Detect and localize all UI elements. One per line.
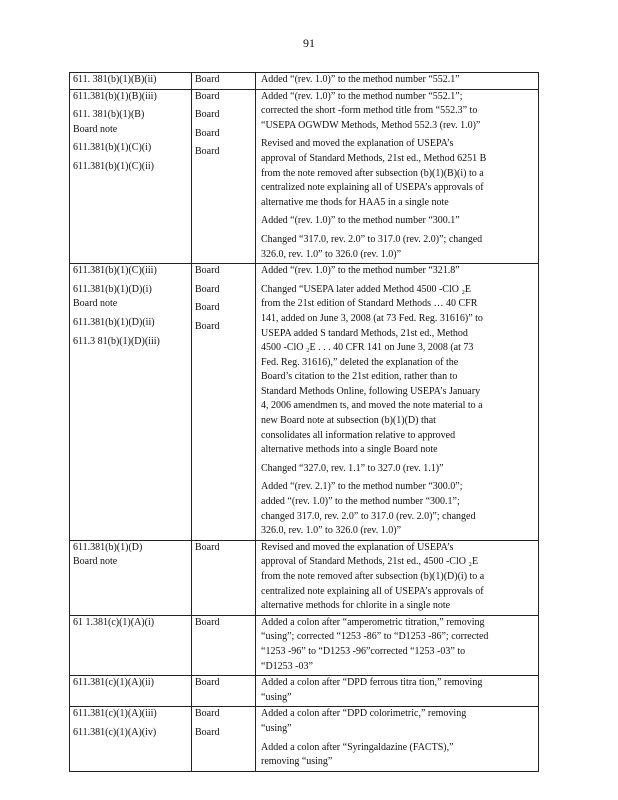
source-cell — [192, 615, 256, 675]
change-description: Added a colon after “DPD colorimetric,” removing “using” — [261, 708, 467, 734]
change-description: Added “(rev. 1.0)” to the method number “300.1” — [261, 215, 460, 227]
section-cell — [70, 540, 192, 615]
section-reference: 611.381(b)(1)(C)(i) — [73, 142, 152, 154]
section-cell — [70, 89, 192, 264]
source-cell — [192, 73, 256, 90]
section-cell — [70, 264, 192, 541]
section-reference: 611.3 81(b)(1)(D)(iii) — [73, 335, 160, 347]
section-reference: 611.381(c)(1)(A)(iv) — [73, 726, 157, 738]
change-source: Board — [195, 146, 220, 158]
change-description: Revised and moved the explanation of USEPA’s approval of Standard Methods, 21st ed., 4500 -ClO ₂E from the note removed after subsection (b)(1)(D)(i) to a centralized note explaining all of USEPA’s approvals of alternative methods for chlorite in a single note — [261, 541, 485, 612]
change-source: Board — [195, 265, 220, 277]
table-row — [70, 89, 539, 264]
source-cell — [192, 89, 256, 264]
section-reference: 611.381(c)(1)(A)(iii) — [73, 708, 157, 720]
table-row — [70, 707, 539, 771]
table-row — [70, 264, 539, 541]
description-cell — [256, 264, 539, 541]
change-description: Added a colon after “amperometric titration,” removing “using”; corrected “1253 -86” to “D1253 -86”; corrected “1253 -96” to “D1253 -96”corrected “1253 -03” to “D1253 -03” — [261, 616, 489, 672]
change-description: Added “(rev. 1.0)” to the method number “552.1”; corrected the short -form method title from “552.3” to “USEPA OGWDW Methods, Method 552.3 (rev. 1.0)” — [261, 90, 481, 131]
change-description: Added a colon after “Syringaldazine (FACTS),” removing “using” — [261, 741, 454, 768]
change-description: Added “(rev. 1.0)” to the method number “552.1” — [261, 74, 460, 85]
change-description: Changed “317.0, rev. 2.0” to 317.0 (rev. 2.0)”; changed 326.0, rev. 1.0” to 326.0 (rev. 1.0)” — [261, 233, 483, 260]
change-description: Changed “USEPA later added Method 4500 -ClO ₂E from the 21st edition of Standard Methods … 40 CFR 141, added on June 3, 2008 (at 73 Fed. Reg. 31616)” to USEPA added S tandard Methods, 21st ed., Method 4500 -ClO ₂E . . . 40 CFR 141 on June 3, 2008 (at 73 Fed. Reg. 31616),” deleted the explanation of the Board’s citation to the 21st edition, rather than to Standard Methods Online, following USEPA’s January 4, 2006 amendmen ts, and moved the note material to a new Board note at subsection (b)(1)(D) that consolidates all information relative to approved alternative methods into a single Board note — [261, 283, 483, 456]
table-row — [70, 540, 539, 615]
change-source: Board — [195, 726, 220, 738]
change-source: Board — [195, 90, 220, 102]
change-description: Added “(rev. 1.0)” to the method number “321.8” — [261, 265, 460, 277]
description-cell — [256, 707, 539, 771]
description-cell — [256, 676, 539, 707]
change-source: Board — [195, 74, 220, 85]
change-source: Board — [195, 283, 220, 295]
change-source: Board — [195, 677, 220, 689]
source-cell — [192, 707, 256, 771]
description-cell — [256, 540, 539, 615]
section-reference: 611.381(c)(1)(A)(ii) — [73, 677, 154, 689]
change-source: Board — [195, 541, 220, 553]
section-cell — [70, 676, 192, 707]
change-description: Changed “327.0, rev. 1.1” to 327.0 (rev. 1.1)” — [261, 462, 444, 474]
change-source: Board — [195, 320, 220, 332]
description-cell — [256, 615, 539, 675]
amendments-table — [69, 72, 539, 772]
source-cell — [192, 264, 256, 541]
change-description: Revised and moved the explanation of USEPA’s approval of Standard Methods, 21st ed., Method 6251 B from the note removed after subsection (b)(1)(B)(i) to a centralized note explaining all of USEPA’s approvals of alternative me thods for HAA5 in a single note — [261, 138, 487, 208]
section-cell — [70, 707, 192, 771]
section-reference: 611.381(b)(1)(D)(ii) — [73, 316, 155, 328]
description-cell — [256, 89, 539, 264]
section-reference: 61 1.381(c)(1)(A)(i) — [73, 616, 155, 628]
amendments-table-body — [70, 73, 539, 772]
table-row — [70, 615, 539, 675]
page-number: 91 — [303, 36, 315, 50]
change-source: Board — [195, 127, 220, 139]
source-cell — [192, 676, 256, 707]
section-cell — [70, 73, 192, 90]
change-description: Added a colon after “DPD ferrous titra tion,” removing “using” — [261, 677, 483, 703]
section-cell — [70, 615, 192, 675]
section-reference: 611.381(b)(1)(C)(ii) — [73, 160, 154, 172]
change-source: Board — [195, 708, 220, 720]
table-row — [70, 73, 539, 90]
change-description: Added “(rev. 2.1)” to the method number “300.0”; added “(rev. 1.0)” to the method number “300.1”; changed 317.0, rev. 2.0” to 317.0 (rev. 2.0)”; changed 326.0, rev. 1.0” to 326.0 (rev. 1.0)” — [261, 481, 476, 537]
change-source: Board — [195, 302, 220, 314]
description-cell — [256, 73, 539, 90]
source-cell — [192, 540, 256, 615]
change-source: Board — [195, 616, 220, 628]
change-source: Board — [195, 109, 220, 121]
section-reference: 611. 381(b)(1)(B)(ii) — [73, 74, 157, 85]
table-row — [70, 676, 539, 707]
section-reference: 611.381(b)(1)(D)(i) Board note — [73, 283, 152, 310]
section-reference: 611.381(b)(1)(D) Board note — [73, 541, 143, 568]
section-reference: 611. 381(b)(1)(B) Board note — [73, 109, 145, 135]
section-reference: 611.381(b)(1)(B)(iii) — [73, 90, 157, 102]
section-reference: 611.381(b)(1)(C)(iii) — [73, 265, 157, 277]
